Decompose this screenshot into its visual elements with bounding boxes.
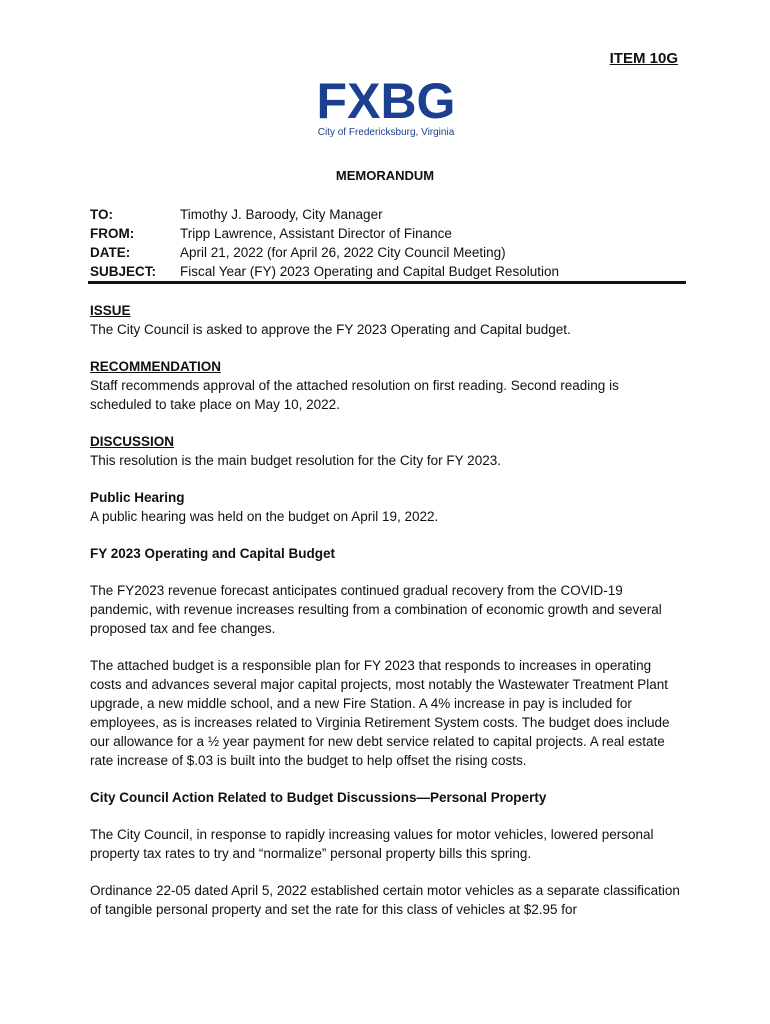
header-value: Timothy J. Baroody, City Manager <box>180 207 383 222</box>
header-label: DATE: <box>90 245 131 260</box>
header-row-subject <box>90 262 559 281</box>
paragraph: Ordinance 22-05 dated April 5, 2022 established certain motor vehicles as a separate classification of tangible personal property and set the rate for this class of vehicles at $2.95 for <box>90 883 680 917</box>
section-public-hearing <box>90 488 680 526</box>
header-value: Fiscal Year (FY) 2023 Operating and Capital Budget Resolution <box>180 264 559 279</box>
paragraph: The attached budget is a responsible plan for FY 2023 that responds to increases in operating costs and advances several major capital projects, most notably the Wastewater Treatment Plant upgrade, a new middle school, and a new Fire Station. A 4% increase in pay is included for employees, as is increases related to Virginia Retirement System costs. The budget does include our allowance for a ½ year payment for new debt service related to capital projects. A real estate rate increase of $.03 is built into the budget to help offset the rising costs. <box>90 658 670 768</box>
logo-caption: City of Fredericksburg, Virginia <box>317 127 455 138</box>
header-value: Tripp Lawrence, Assistant Director of Finance <box>180 226 452 241</box>
memo-header <box>90 205 559 281</box>
section-text: The City Council is asked to approve the FY 2023 Operating and Capital budget. <box>90 322 571 337</box>
header-row-date <box>90 243 559 262</box>
header-label: FROM: <box>90 226 135 241</box>
section-discussion <box>90 432 680 470</box>
paragraph: The FY2023 revenue forecast anticipates continued gradual recovery from the COVID-19 pandemic, with revenue increases resulting from a combination of economic growth and several proposed tax and fee changes. <box>90 583 662 636</box>
section-text: A public hearing was held on the budget on April 19, 2022. <box>90 509 439 524</box>
memo-title: MEMORANDUM <box>335 168 435 183</box>
header-row-from <box>90 224 559 243</box>
header-row-to <box>90 205 559 224</box>
section-council-action <box>90 788 680 919</box>
memo-body <box>90 301 680 937</box>
section-heading: DISCUSSION <box>90 434 175 449</box>
section-heading: ISSUE <box>90 303 131 318</box>
logo-wordmark: FXBG <box>316 73 456 129</box>
header-label: TO: <box>90 207 113 222</box>
header-divider <box>88 281 686 284</box>
section-issue <box>90 301 680 339</box>
paragraph: The City Council, in response to rapidly increasing values for motor vehicles, lowered personal property tax rates to try and “normalize” personal property bills this spring. <box>90 827 654 861</box>
section-recommendation <box>90 357 680 414</box>
section-heading: FY 2023 Operating and Capital Budget <box>90 546 336 561</box>
item-label: ITEM 10G <box>609 50 678 67</box>
section-heading: Public Hearing <box>90 490 185 505</box>
header-label: SUBJECT: <box>90 264 157 279</box>
header-value: April 21, 2022 (for April 26, 2022 City Council Meeting) <box>180 245 506 260</box>
section-heading: RECOMMENDATION <box>90 359 221 374</box>
section-heading: City Council Action Related to Budget Discussions—Personal Property <box>90 790 547 805</box>
section-text: Staff recommends approval of the attached resolution on first reading. Second reading is scheduled to take place on May 10, 2022. <box>90 378 619 412</box>
section-text: This resolution is the main budget resolution for the City for FY 2023. <box>90 453 501 468</box>
section-fy2023 <box>90 544 680 770</box>
